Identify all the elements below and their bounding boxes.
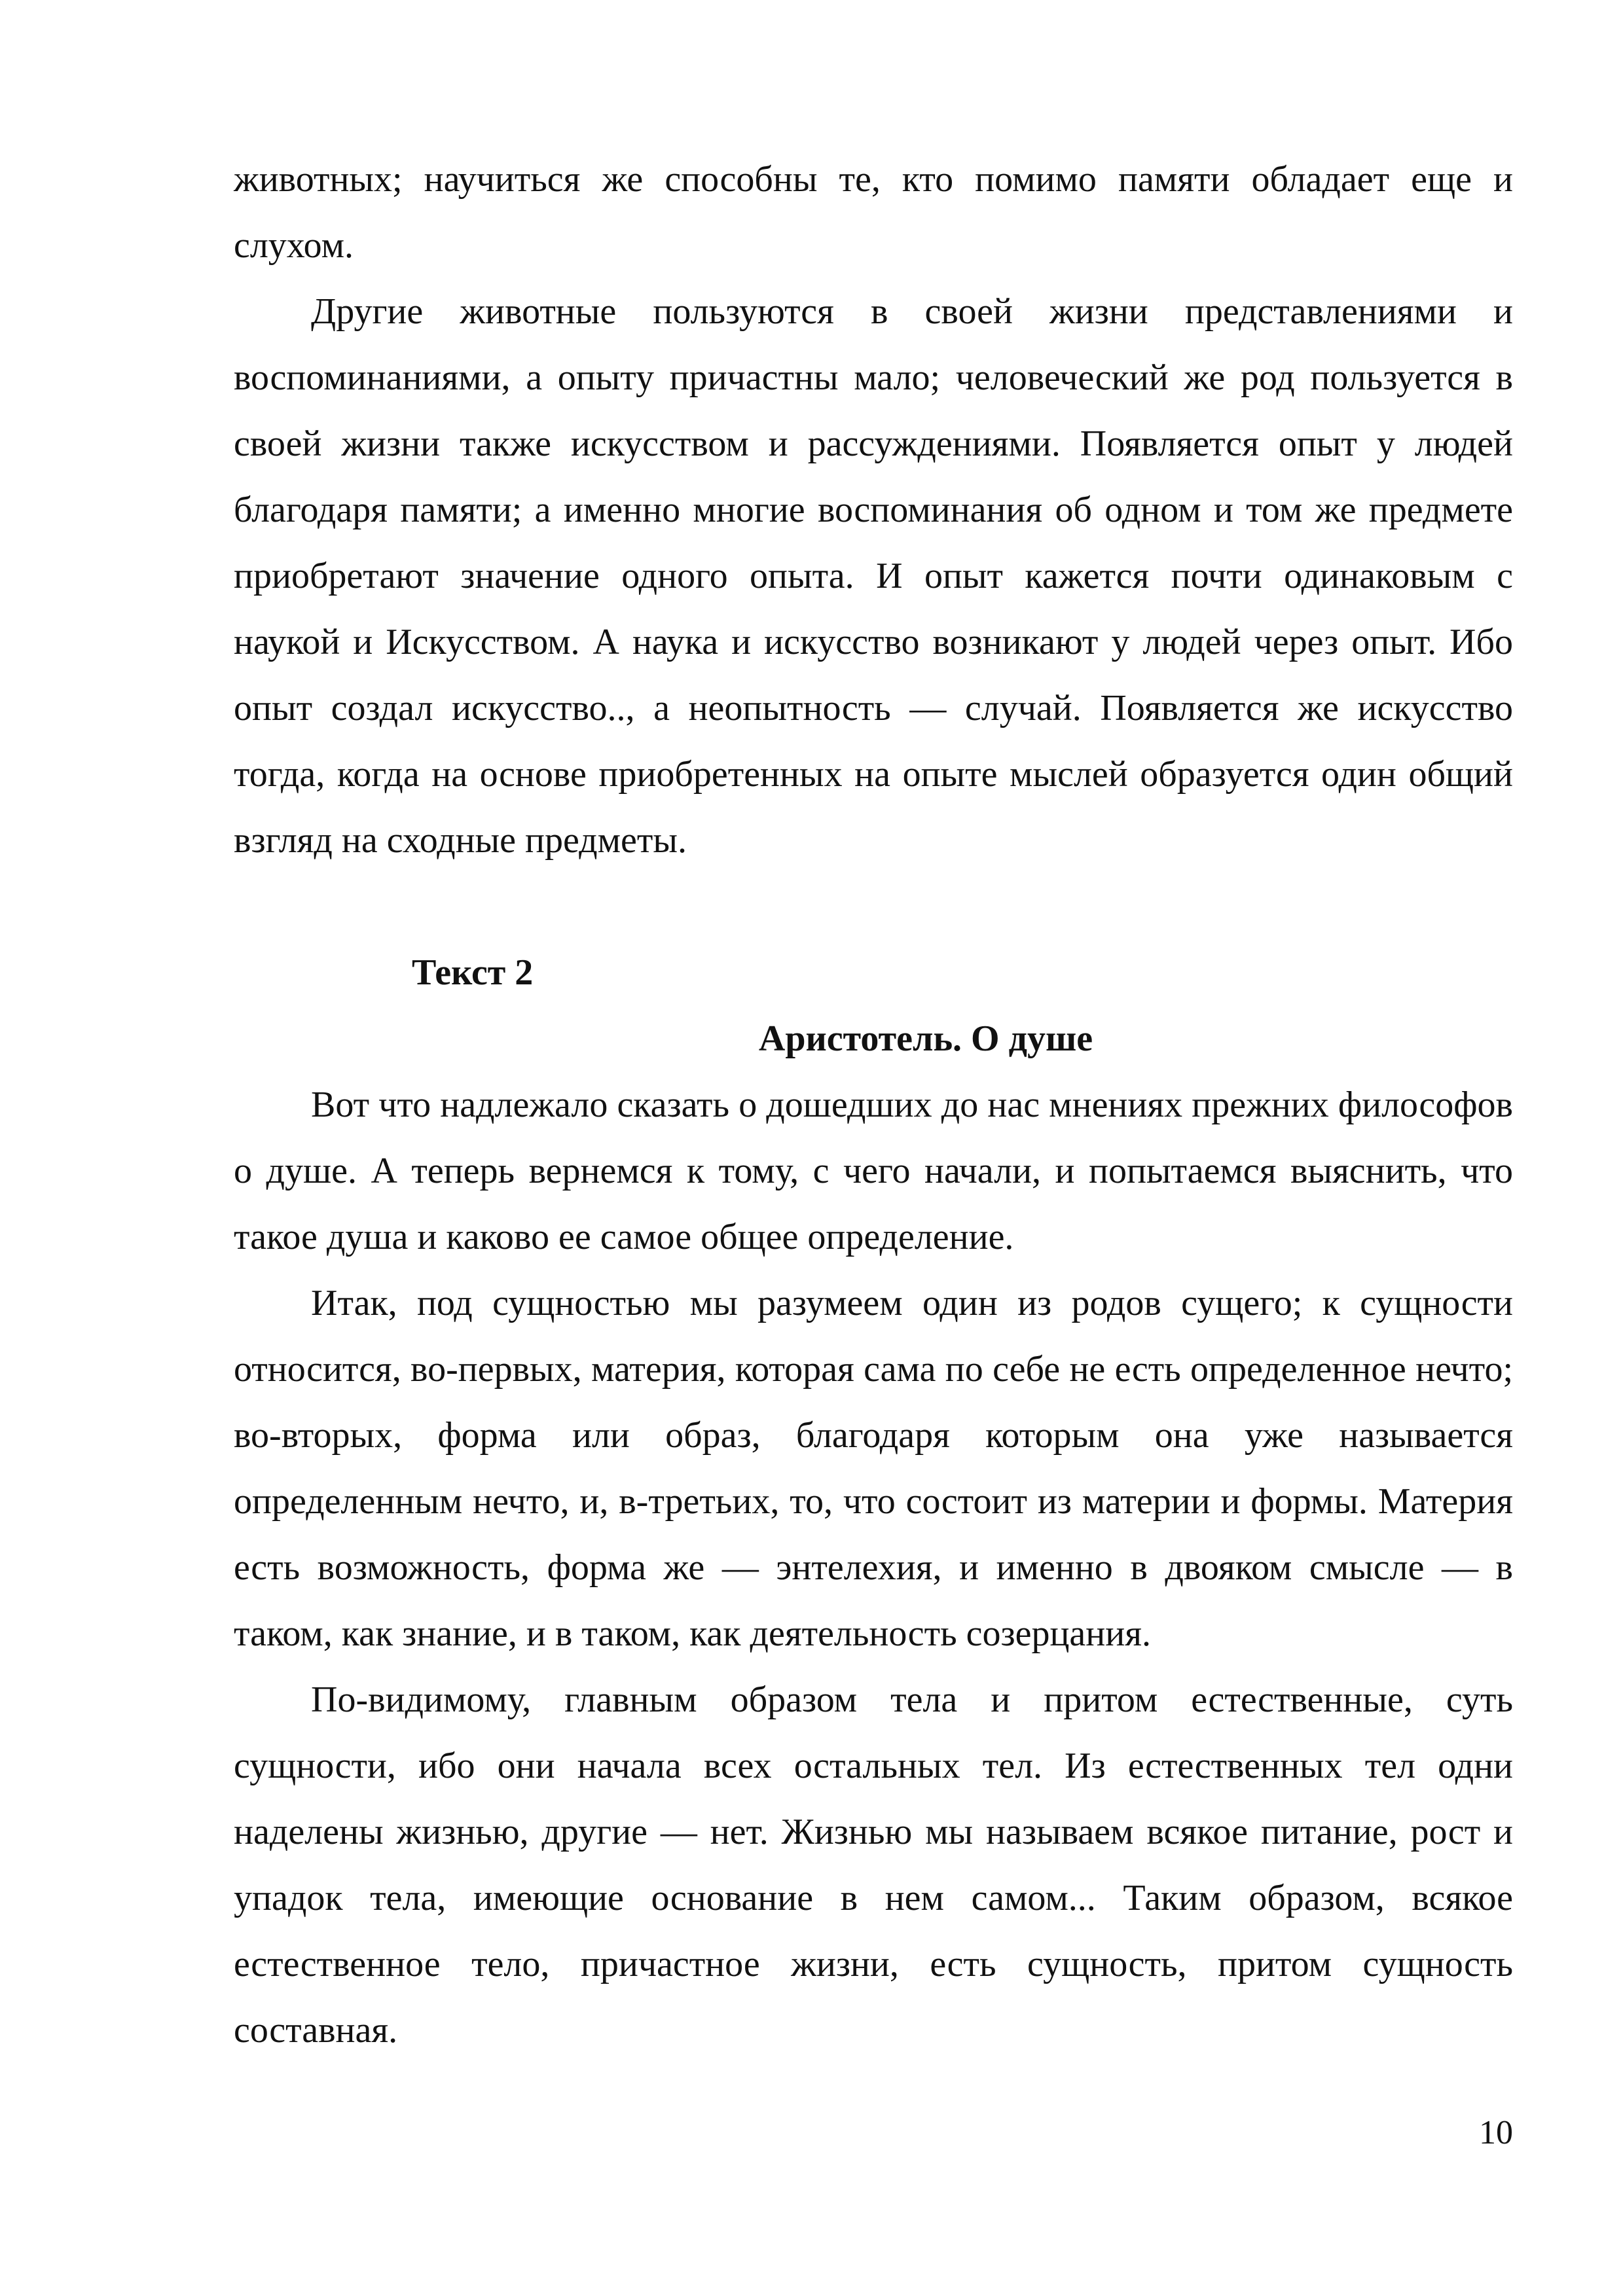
- page-body: [234, 147, 1513, 2064]
- paragraph-soul-intro: Вот что надлежало сказать о дошедших до нас мнениях прежних философов о душе. А теперь вернемся к тому, с чего начали, и попытаемся выяснить, что такое душа и каково ее самое общее определение.: [234, 1085, 1513, 1257]
- paragraph-continuation: животных; научиться же способны те, кто помимо памяти обладает еще и слухом.: [234, 159, 1513, 266]
- paragraph-substance: Итак, под сущностью мы разумеем один из родов сущего; к сущности относится, во-первых, материя, которая сама по себе не есть определенное нечто; во-вторых, форма или образ, благодаря которым она уже называется определенным нечто, и, в-третьих, то, что состоит из материи и формы. Материя есть возможность, форма же — энтелехия, и именно в двояком смысле — в таком, как знание, и в таком, как деятельность созерцания.: [234, 1283, 1513, 1654]
- section-title: Аристотель. О душе: [758, 1018, 1093, 1059]
- page-number: 10: [1479, 2114, 1513, 2151]
- paragraph-bodies: По-видимому, главным образом тела и притом естественные, суть сущности, ибо они начала всех остальных тел. Из естественных тел одни наделены жизнью, другие — нет. Жизнью мы называем всякое питание, рост и упадок тела, имеющие основание в нем самом... Таким образом, всякое естественное тело, причастное жизни, есть сущность, притом сущность составная.: [234, 1679, 1513, 2051]
- paragraph-experience: Другие животные пользуются в своей жизни представлениями и воспоминаниями, а опыту причастны мало; человеческий же род пользуется в своей жизни также искусством и рассуждениями. Появляется опыт у людей благодаря памяти; а именно многие воспоминания об одном и том же предмете приобретают значение одного опыта. И опыт кажется почти одинаковым с наукой и Искусством. А наука и искусство возникают у людей через опыт. Ибо опыт создал искусство.., а неопытность — случай. Появляется же искусство тогда, когда на основе приобретенных на опыте мыслей образуется один общий взгляд на сходные предметы.: [234, 291, 1513, 861]
- section-number: Текст 2: [412, 952, 534, 993]
